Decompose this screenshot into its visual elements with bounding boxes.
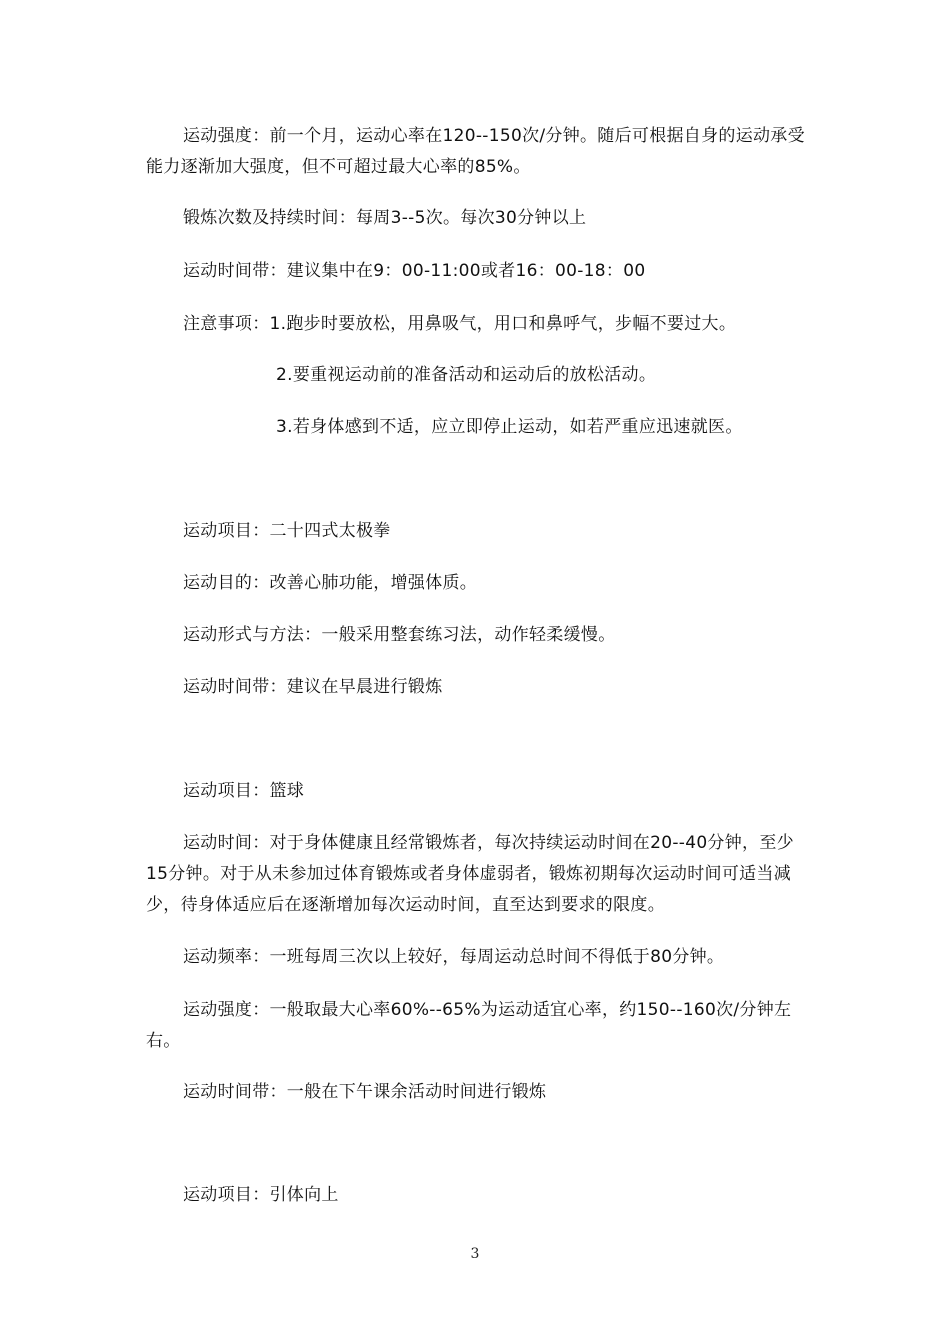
running-note-2: 2.要重视运动前的准备活动和运动后的放松活动。 [276,365,657,385]
running-frequency-paragraph: 锻炼次数及持续时间：每周3--5次。每次30分钟以上 [183,208,587,228]
taiji-time-slot-paragraph: 运动时间带：建议在早晨进行锻炼 [183,677,443,697]
basketball-item-heading: 运动项目：篮球 [183,781,305,801]
running-note-1: 注意事项：1.跑步时要放松，用鼻吸气，用口和鼻呼气，步幅不要过大。 [183,314,737,334]
taiji-method-paragraph: 运动形式与方法：一般采用整套练习法，动作轻柔缓慢。 [183,625,616,645]
page-number: 3 [470,1246,480,1262]
basketball-time-slot-paragraph: 运动时间带：一般在下午课余活动时间进行锻炼 [183,1082,547,1102]
basketball-duration-paragraph: 运动时间：对于身体健康且经常锻炼者，每次持续运动时间在20--40分钟，至少15分钟。对于从未参加过体育锻炼或者身体虚弱者，锻炼初期每次运动时间可适当减少，待身体适应后在逐渐增加每次运动时间，直至达到要求的限度。 [146,833,794,915]
running-intensity-paragraph: 运动强度：前一个月，运动心率在120--150次/分钟。随后可根据自身的运动承受能力逐渐加大强度，但不可超过最大心率的85%。 [146,126,805,177]
basketball-frequency-paragraph: 运动频率：一班每周三次以上较好，每周运动总时间不得低于80分钟。 [183,947,725,967]
taiji-item-heading: 运动项目：二十四式太极拳 [183,521,391,541]
running-time-slot-paragraph: 运动时间带：建议集中在9：00-11:00或者16：00-18：00 [183,261,646,281]
taiji-purpose-paragraph: 运动目的：改善心肺功能，增强体质。 [183,573,478,593]
running-note-3: 3.若身体感到不适，应立即停止运动，如若严重应迅速就医。 [276,417,743,437]
pullup-item-heading: 运动项目：引体向上 [183,1185,339,1205]
basketball-intensity-paragraph: 运动强度：一般取最大心率60%--65%为运动适宜心率，约150--160次/分钟左右。 [146,1000,792,1051]
